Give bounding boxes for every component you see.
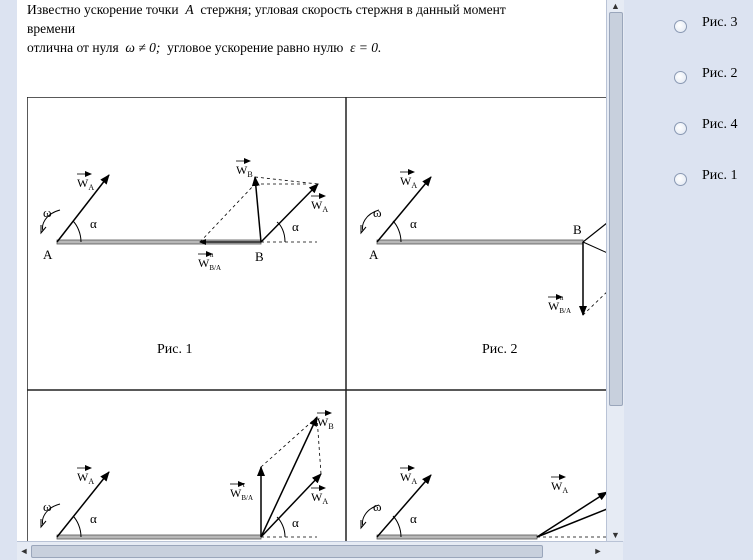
- figure-image: [27, 97, 612, 542]
- label-sub: B/A: [241, 494, 253, 502]
- vertical-scrollbar[interactable]: [606, 0, 624, 541]
- label-sub: B/A: [209, 264, 221, 272]
- label-sub: B/A: [559, 307, 571, 315]
- label-sub: A: [88, 183, 95, 192]
- answer-label[interactable]: Рис. 4: [702, 117, 738, 132]
- label-sup: n: [560, 294, 564, 302]
- caption-fig-1: Рис. 1: [157, 342, 193, 357]
- alpha-label: α: [410, 511, 417, 526]
- label-wa2: W: [311, 490, 323, 504]
- point-b-label: B: [573, 222, 582, 237]
- question-line-1: [27, 0, 617, 19]
- point-a-label: A: [369, 247, 379, 262]
- caption-fig-2: Рис. 2: [482, 342, 518, 357]
- label-sub: A: [411, 181, 418, 190]
- label-sub: B: [247, 170, 253, 179]
- omega-label: ω: [373, 205, 382, 220]
- label-sub: A: [322, 205, 329, 214]
- label-wb: W: [317, 415, 329, 429]
- label-wa2: W: [311, 198, 323, 212]
- label-wb: W: [236, 163, 248, 177]
- label-sub: A: [562, 486, 569, 495]
- horizontal-scrollbar[interactable]: [17, 541, 623, 560]
- label-sub: A: [322, 497, 329, 506]
- alpha-label: α: [90, 511, 97, 526]
- omega-label: ω: [43, 499, 52, 514]
- alpha-label: α: [292, 515, 299, 530]
- question-line-3: [27, 38, 617, 57]
- scroll-right-icon[interactable]: ►: [593, 546, 603, 556]
- radio-button[interactable]: [674, 71, 687, 84]
- answer-label[interactable]: Рис. 1: [702, 168, 738, 183]
- radio-button[interactable]: [674, 173, 687, 186]
- question-panel: [17, 0, 623, 559]
- answer-label[interactable]: Рис. 3: [702, 15, 738, 30]
- question-part: отлична от нуля: [27, 40, 119, 55]
- radio-button[interactable]: [674, 20, 687, 33]
- label-sub: A: [88, 477, 95, 486]
- point-b-label: B: [255, 249, 264, 264]
- omega-condition: ω ≠ 0;: [125, 40, 161, 55]
- label-wa: W: [77, 470, 89, 484]
- label-sub: B: [328, 422, 334, 431]
- epsilon-condition: ε = 0.: [350, 40, 382, 55]
- scroll-up-icon[interactable]: ▲: [611, 1, 620, 11]
- question-text: [27, 0, 617, 57]
- label-sup: n: [210, 251, 214, 259]
- omega-label: ω: [373, 499, 382, 514]
- omega-label: ω: [43, 205, 52, 220]
- label-wa: W: [400, 470, 412, 484]
- answer-label[interactable]: Рис. 2: [702, 66, 738, 81]
- point-symbol: A: [185, 2, 194, 17]
- question-part: Известно ускорение точки: [27, 2, 179, 17]
- question-part: угловое ускорение равно нулю: [167, 40, 344, 55]
- alpha-label: α: [90, 216, 97, 231]
- label-sub: A: [411, 477, 418, 486]
- label-wba: W: [198, 256, 210, 270]
- radio-button[interactable]: [674, 122, 687, 135]
- scroll-down-icon[interactable]: ▼: [611, 530, 620, 540]
- question-line-2: времени: [27, 21, 76, 36]
- label-wba: W: [230, 486, 242, 500]
- label-sup: τ: [242, 480, 246, 489]
- alpha-label: α: [292, 219, 299, 234]
- label-wa: W: [400, 174, 412, 188]
- label-wa2: W: [551, 479, 563, 493]
- label-wa: W: [77, 176, 89, 190]
- horizontal-scroll-thumb[interactable]: [31, 545, 543, 558]
- vertical-scroll-thumb[interactable]: [609, 12, 623, 406]
- alpha-label: α: [410, 216, 417, 231]
- label-wba: W: [548, 299, 560, 313]
- scroll-left-icon[interactable]: ◄: [19, 546, 29, 556]
- point-a-label: A: [43, 247, 53, 262]
- question-part: стержня; угловая скорость стержня в данный момент: [200, 2, 506, 17]
